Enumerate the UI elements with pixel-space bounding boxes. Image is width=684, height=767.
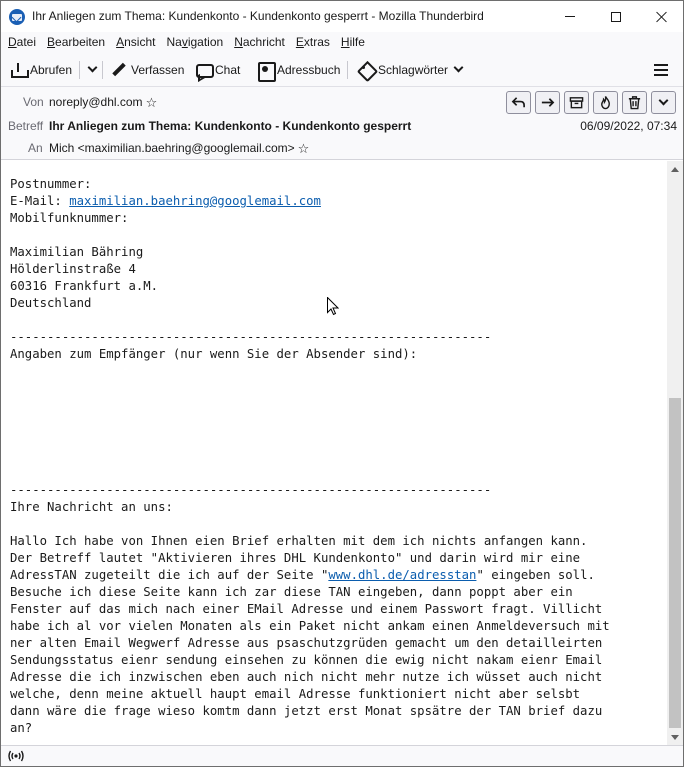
menu-extras[interactable]: Extras bbox=[295, 35, 330, 49]
trash-icon bbox=[627, 95, 642, 110]
from-label: Von bbox=[23, 95, 44, 109]
menu-bar bbox=[1, 32, 683, 52]
toolbar-divider bbox=[79, 61, 80, 79]
subject-value: Ihr Anliegen zum Thema: Kundenkonto - Kundenkonto gesperrt bbox=[49, 119, 412, 133]
pencil-icon bbox=[111, 62, 127, 78]
more-actions-button[interactable] bbox=[651, 91, 676, 114]
close-button[interactable] bbox=[639, 1, 684, 32]
archive-button[interactable] bbox=[564, 91, 589, 114]
maximize-icon bbox=[611, 12, 621, 22]
email-link[interactable]: maximilian.baehring@googlemail.com bbox=[69, 194, 321, 208]
window-title: Ihr Anliegen zum Thema: Kundenkonto - Kundenkonto gesperrt - Mozilla Thunderbird bbox=[32, 9, 484, 23]
forward-icon bbox=[540, 95, 555, 110]
adresstan-link[interactable]: www.dhl.de/adresstan bbox=[328, 568, 477, 582]
chevron-down-icon bbox=[454, 63, 464, 73]
delete-button[interactable] bbox=[622, 91, 647, 114]
scroll-thumb[interactable] bbox=[669, 398, 681, 728]
thunderbird-icon bbox=[9, 9, 25, 25]
close-icon bbox=[656, 11, 668, 23]
status-bar bbox=[1, 745, 683, 766]
chat-label: Chat bbox=[215, 62, 241, 77]
to-value[interactable]: Mich <maximilian.baehring@googlemail.com> ☆ bbox=[49, 141, 310, 156]
write-label: Verfassen bbox=[131, 62, 185, 77]
maximize-button[interactable] bbox=[593, 1, 639, 32]
tags-button[interactable] bbox=[358, 59, 462, 80]
archive-icon bbox=[569, 95, 584, 110]
message-header bbox=[1, 87, 683, 160]
get-messages-dropdown[interactable] bbox=[85, 59, 99, 80]
star-icon[interactable]: ☆ bbox=[297, 141, 310, 156]
message-date: 06/09/2022, 07:34 bbox=[580, 119, 677, 133]
menu-navigation[interactable]: Navigation bbox=[166, 35, 224, 49]
scroll-down-button[interactable] bbox=[667, 729, 683, 745]
toolbar-divider bbox=[347, 61, 348, 79]
junk-button[interactable] bbox=[593, 91, 618, 114]
star-icon[interactable]: ☆ bbox=[145, 95, 158, 110]
from-value[interactable]: noreply@dhl.com ☆ bbox=[49, 95, 158, 110]
reply-button[interactable] bbox=[506, 91, 531, 114]
write-button[interactable] bbox=[111, 59, 184, 80]
chevron-down-icon bbox=[87, 63, 97, 73]
menu-hilfe[interactable]: Hilfe bbox=[340, 35, 365, 49]
minimize-button[interactable] bbox=[547, 1, 593, 32]
mouse-cursor-icon bbox=[327, 297, 339, 316]
title-bar bbox=[1, 1, 683, 32]
tags-label: Schlagwörter bbox=[378, 62, 449, 77]
get-messages-label: Abrufen bbox=[30, 62, 73, 77]
address-book-button[interactable] bbox=[257, 59, 340, 80]
vertical-scrollbar[interactable] bbox=[667, 161, 683, 745]
menu-datei[interactable]: Datei bbox=[8, 35, 37, 49]
menu-ansicht[interactable]: Ansicht bbox=[116, 35, 156, 49]
download-icon bbox=[10, 62, 26, 78]
subject-label: Betreff bbox=[8, 119, 44, 133]
main-toolbar bbox=[1, 52, 683, 87]
scroll-up-button[interactable] bbox=[667, 161, 683, 177]
message-body[interactable] bbox=[1, 161, 667, 745]
tag-icon bbox=[358, 62, 374, 78]
menu-nachricht[interactable]: Nachricht bbox=[234, 35, 285, 49]
arrow-down-icon bbox=[671, 735, 679, 740]
menu-bearbeiten[interactable]: Bearbeiten bbox=[47, 35, 106, 49]
address-book-icon bbox=[257, 62, 273, 78]
toolbar-divider bbox=[102, 61, 103, 79]
get-messages-button[interactable] bbox=[10, 59, 72, 80]
app-menu-button[interactable] bbox=[654, 64, 668, 76]
online-status-icon[interactable] bbox=[8, 749, 24, 763]
reply-icon bbox=[511, 95, 526, 110]
chat-button[interactable] bbox=[195, 59, 240, 80]
message-text: Postnummer: E-Mail: maximilian.baehring@googlemail.com Mobilfunknummer: Maximilian Bähring Hölderlinstraße 4 60316 Frankfurt a.M. Deutschland ----------------------------------------------------------------- Angaben zum Empfänger (nur wenn Sie der Absender sind): ----------------------------------------------------------------- Ihre Nachricht an uns: Hallo Ich habe von Ihnen eien Brief erhalten mit dem ich nichts anfangen kann. Der Betreff lautet "Aktivieren ihres DHL Kundenkonto" und darin wird mir eine AdressTAN zugeteilt die ich auf der Seite "www.dhl.de/adresstan" eingeben soll. Besuche ich diese Seite kann ich zar diese TAN eingeben, dann poppt aber ein Fenster auf das mich nach einer EMail Adresse und einem Passwort fragt. Villicht habe ich al vor vielen Monaten als ein Paket nicht ankam einen Anmeldeversuch mit ner alten Email Wegwerf Adresse aus psaschutzgrüden gemacht um den detailleirten Sendungsstatus eienr sendung einsehen zu können die ewig nicht nakam eienr Email Adresse die ich inzwischen eben auch nich nicht mehr nutze ich wüsset auch nicht welche, denn meine aktuell haupt email Adresse funktioniert nicht aber selsbt dann wäre die frage wieso komtm dann jetzt erst Monat spsätre der TAN brief dazu an? bbox=[10, 177, 610, 735]
to-label: An bbox=[28, 141, 43, 155]
address-book-label: Adressbuch bbox=[277, 62, 341, 77]
chevron-down-icon bbox=[659, 96, 669, 106]
flame-icon bbox=[598, 95, 613, 110]
minimize-icon bbox=[565, 16, 575, 17]
arrow-up-icon bbox=[671, 167, 679, 172]
chat-icon bbox=[195, 62, 211, 78]
forward-button[interactable] bbox=[535, 91, 560, 114]
